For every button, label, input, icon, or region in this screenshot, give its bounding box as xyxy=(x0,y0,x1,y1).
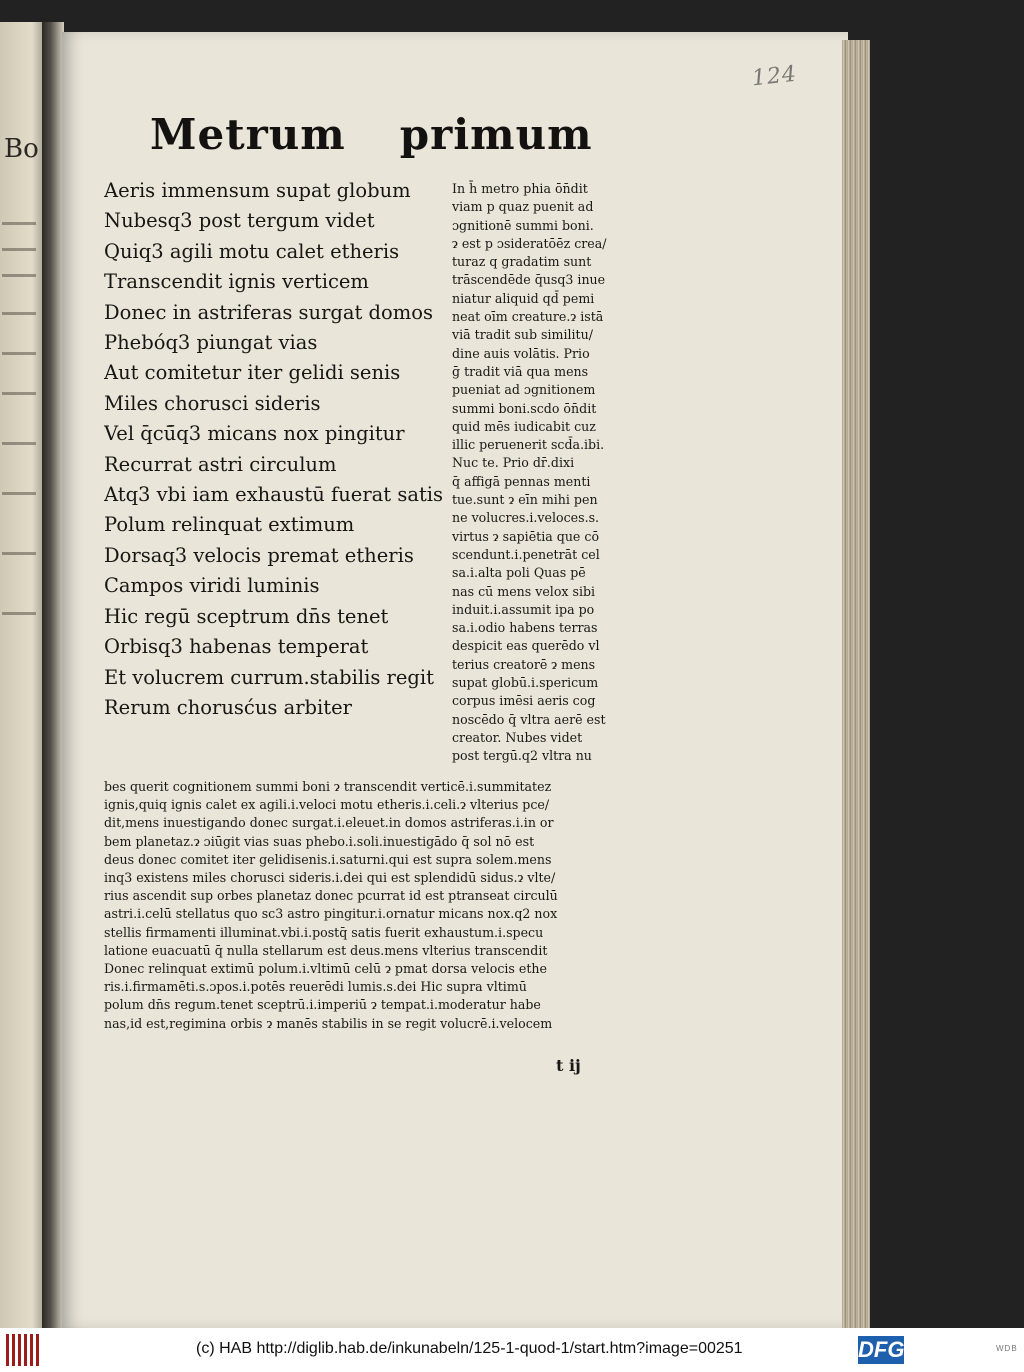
verse-line: Quiq3 agili motu calet etheris xyxy=(104,239,400,263)
hab-logo-icon[interactable] xyxy=(6,1334,42,1366)
verse-line: Et volucrem currum.stabilis regit xyxy=(104,665,434,689)
text-stub xyxy=(2,442,36,445)
dfg-logo[interactable]: DFG xyxy=(858,1337,905,1362)
gloss-line: corpus imēsi aeris cog xyxy=(452,693,596,709)
gloss-line: Nuc te. Prio dr̄.dixi xyxy=(452,455,575,471)
verse-line: Hic regū sceptrum dn̄s tenet xyxy=(104,604,389,628)
signature-mark: t ij xyxy=(556,1056,581,1075)
gloss-line: bem planetaz.ɂ ɔiūgit vias suas phebo.i.soli.inuestigādo q̄ sol nō est xyxy=(104,833,535,849)
gloss-line: despicit eas querēdo vl xyxy=(452,638,600,654)
gloss-line: ɔgnitionē summi boni. xyxy=(452,217,594,233)
gloss-line: creator. Nubes videt xyxy=(452,729,583,745)
verse-line: Vel q̄cū̄q3 micans nox pingitur xyxy=(104,422,405,446)
verse-line: Campos viridi luminis xyxy=(104,574,320,598)
gloss-line: virtus ɂ sapiētia que cō xyxy=(452,528,600,544)
verse-line: Aeris immensum supat globum xyxy=(104,179,411,202)
text-stub xyxy=(2,392,36,395)
gloss-line: rius ascendit sup orbes planetaz donec pcurrat id est ptranseat circulū xyxy=(104,888,558,904)
gloss-line: terius creatorē ɂ mens xyxy=(452,656,596,672)
gloss-line: dine auis volātis. Prio xyxy=(452,345,590,361)
text-stub xyxy=(2,552,36,555)
gloss-line: niatur aliquid qd̄ pemi xyxy=(452,290,595,306)
text-stub xyxy=(2,248,36,251)
verse-line: Nubesq3 post tergum videt xyxy=(104,209,375,233)
gloss-line: noscēdo q̄ vltra aerē est xyxy=(452,711,606,727)
verse-line: Atq3 vbi iam exhaustū fuerat satis xyxy=(104,483,444,507)
gloss-line: nas,id est,regimina orbis ɂ manēs stabilis in se regit volucrē.i.velocem xyxy=(104,1015,553,1031)
verse-line: Polum relinquat extimum xyxy=(104,513,355,537)
verse-column xyxy=(104,176,444,723)
text-stub xyxy=(2,612,36,615)
gloss-line: sa.i.odio habens terras xyxy=(452,620,598,636)
verse-line: Transcendit ignis verticem xyxy=(104,270,369,294)
text-stub xyxy=(2,312,36,315)
gloss-line: viam p quaz puenit ad xyxy=(452,199,594,215)
wdb-logo[interactable]: WDB xyxy=(996,1344,1018,1353)
gloss-line: Donec relinquat extimū polum.i.vltimū celū ɂ pmat dorsa velocis ethe xyxy=(104,961,547,977)
gloss-full-width-block xyxy=(104,778,634,1033)
gloss-line: pueniat ad ɔgnitionem xyxy=(452,382,596,398)
gloss-line: nas cū mens velox sibi xyxy=(452,583,596,599)
gloss-line: viā tradit sub similitu/ xyxy=(452,327,593,343)
text-stub xyxy=(2,492,36,495)
gloss-line: ris.i.firmamēti.s.ɔpos.i.potēs reuerēdi lumis.s.dei Hic supra vltimū xyxy=(104,979,527,995)
gloss-line: polum dn̄s regum.tenet sceptrū.i.imperiū ɂ tempat.i.moderatur habe xyxy=(104,997,541,1013)
gloss-line: bes querit cognitionem summi boni ɂ transcendit verticē.i.summitatez xyxy=(104,779,552,794)
gloss-line: summi boni.scdo ōn̄dit xyxy=(452,400,597,416)
verse-line: Dorsaq3 velocis premat etheris xyxy=(104,543,414,567)
gloss-line: illic peruenerit scd̄a.ibi. xyxy=(452,437,605,453)
gloss-line: inq3 existens miles chorusci sideris.i.dei qui est splendidū sidus.ɂ vlte/ xyxy=(104,870,556,886)
verse-line: Aut comitetur iter gelidi senis xyxy=(104,361,401,385)
verse-line: Rerum chorusćus arbiter xyxy=(104,695,352,719)
gloss-line: supat globū.i.spericum xyxy=(452,675,599,691)
verse-line: Donec in astriferas surgat domos xyxy=(104,300,434,324)
gloss-line: ḡ tradit viā qua mens xyxy=(452,363,589,379)
gloss-line: trāscendēde q̄usq3 inue xyxy=(452,272,606,288)
gloss-line: sa.i.alta poli Quas pē xyxy=(452,565,586,581)
footer-bar xyxy=(0,1328,1024,1372)
gloss-line: dit,mens inuestigando donec surgat.i.eleuet.in domos astriferas.i.in or xyxy=(104,815,554,831)
gloss-line: turaz q gradatim sunt xyxy=(452,254,592,270)
verse-line: Recurrat astri circulum xyxy=(104,452,337,476)
gloss-line: post tergū.q2 vltra nu xyxy=(452,748,592,764)
gloss-line: quid mēs iudicabit cuz xyxy=(452,418,596,434)
gloss-line: neat oīm creature.ɂ istā xyxy=(452,309,604,325)
page-title xyxy=(150,110,593,159)
verse-line: Phebóq3 piungat vias xyxy=(104,331,318,355)
gloss-line: ignis,quiq ignis calet ex agili.i.veloci motu etheris.i.celi.ɂ vlterius pce/ xyxy=(104,797,550,813)
verse-line: Orbisq3 habenas temperat xyxy=(104,635,369,659)
verse-line: Miles chorusci sideris xyxy=(104,391,321,415)
text-stub xyxy=(2,274,36,277)
book-spine xyxy=(42,22,64,1328)
gloss-line: stellis firmamenti illuminat.vbi.i.postq̄ satis fuerit exhaustum.i.specu xyxy=(104,924,544,940)
gloss-line: tue.sunt ɂ eīn mihi pen xyxy=(452,492,598,508)
gloss-line: ɂ est p ɔsideratōēz crea/ xyxy=(452,235,607,251)
gloss-line: astri.i.celū stellatus quo sc3 astro pingitur.i.ornatur micans nox.q2 nox xyxy=(104,906,558,922)
gloss-column xyxy=(452,180,636,766)
gloss-line: ne volucres.i.veloces.s. xyxy=(452,510,600,526)
title-word-2: primum xyxy=(399,110,593,159)
page-stack-edge xyxy=(842,40,870,1328)
text-stub xyxy=(2,352,36,355)
gloss-line: In h̄ metro phia ōn̄dit xyxy=(452,181,588,196)
folio-number: 124 xyxy=(750,61,799,92)
title-word-1: Metrum xyxy=(150,110,346,159)
gloss-line: latione euacuatū q̄ nulla stellarum est deus.mens vlterius transcendit xyxy=(104,942,548,958)
gloss-line: q̄ affigā pennas menti xyxy=(452,473,591,489)
gloss-line: deus donec comitet iter gelidisenis.i.saturni.qui est supra solem.mens xyxy=(104,851,552,867)
gloss-line: induit.i.assumit ipa po xyxy=(452,601,595,617)
previous-page-heading: Bo xyxy=(4,134,39,164)
citation-link[interactable]: (c) HAB http://diglib.hab.de/inkunabeln/125-1-quod-1/start.htm?image=00251 xyxy=(196,1340,743,1357)
text-stub xyxy=(2,222,36,225)
gloss-line: scendunt.i.penetrāt cel xyxy=(452,546,600,562)
